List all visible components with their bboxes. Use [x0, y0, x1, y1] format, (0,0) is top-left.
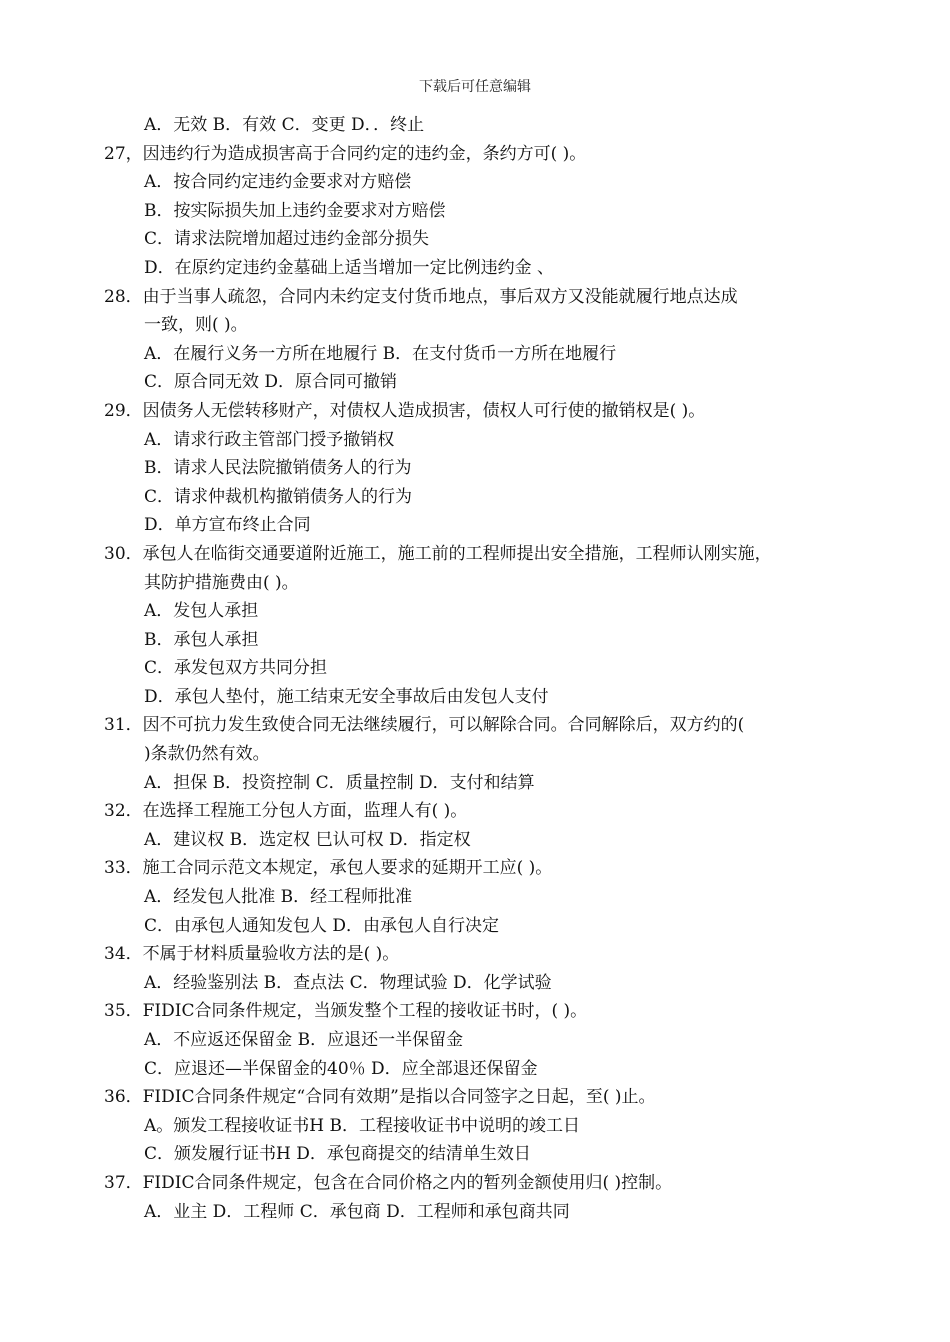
answer-options: A．担保 B．投资控制 C．质量控制 D．支付和结算: [144, 772, 535, 793]
answer-options: A．经发包人批准 B．经工程师批准: [144, 887, 413, 908]
question-stem: 29．因债务人无偿转移财产，对债权人造成损害，债权人可行使的撤销权是( )。: [104, 400, 706, 421]
question-stem: 31．因不可抗力发生致使合同无法继续履行，可以解除合同。合同解除后，双方约的(: [104, 715, 745, 736]
answer-options: A．无效 B．有效 C．变更 D．．终止: [144, 115, 425, 135]
question-stem: 37．FIDIC合同条件规定，包含在合同价格之内的暂列金额使用归( )控制。: [104, 1172, 673, 1193]
answer-options: A．按合同约定违约金要求对方赔偿: [144, 172, 412, 193]
answer-options: B．承包人承担: [144, 629, 259, 650]
question-list: [104, 111, 864, 1226]
answer-options: D．在原约定违约金墓础上适当增加一定比例违约金 、: [144, 257, 555, 278]
question-stem-continued: )条款仍然有效。: [144, 744, 270, 765]
question-stem: 36．FIDIC合同条件规定“合同有效期”是指以合同签字之日起，至( )止。: [104, 1087, 656, 1108]
answer-options: A．请求行政主管部门授予撤销权: [144, 429, 395, 450]
question-stem: 32．在选择工程施工分包人方面，监理人有( )。: [104, 801, 468, 822]
answer-options: C．请求仲裁机构撤销债务人的行为: [144, 486, 413, 507]
answer-options: A．发包人承担: [144, 601, 259, 622]
answer-options: A．在履行义务一方所在地履行 B．在支付货币一方所在地履行: [144, 343, 617, 364]
question-stem: 28．由于当事人疏忽，合同内未约定支付货币地点，事后双方又没能就履行地点达成: [104, 286, 738, 307]
answer-options: A。颁发工程接收证书H B．工程接收证书中说明的竣工日: [144, 1115, 580, 1136]
answer-options: A．经验鉴别法 B．查点法 C．物理试验 D．化学试验: [144, 972, 552, 993]
answer-options: D．单方宣布终止合同: [144, 515, 311, 536]
question-stem-continued: 其防护措施费由( )。: [144, 572, 299, 593]
question-stem: 27，因违约行为造成损害高于合同约定的违约金，条约方可( )。: [104, 143, 587, 164]
question-stem: 33．施工合同示范文本规定，承包人要求的延期开工应( )。: [104, 858, 553, 879]
question-stem-continued: 一致，则( )。: [144, 315, 248, 336]
answer-options: C．承发包双方共同分担: [144, 658, 328, 679]
question-stem: 34．不属于材料质量验收方法的是( )。: [104, 944, 400, 965]
question-stem: 35．FIDIC合同条件规定，当颁发整个工程的接收证书时，( )。: [104, 1001, 588, 1022]
answer-options: C．应退还—半保留金的40％ D．应全部退还保留金: [144, 1058, 538, 1079]
answer-options: D．承包人垫付，施工结束无安全事故后由发包人支付: [144, 686, 549, 707]
answer-options: A．不应返还保留金 B．应退还一半保留金: [144, 1030, 464, 1050]
answer-options: C．请求法院增加超过违约金部分损失: [144, 229, 430, 250]
answer-options: A．建议权 B．选定权 巳认可权 D．指定权: [144, 829, 471, 850]
question-stem: 30．承包人在临街交通要道附近施工，施工前的工程师提出安全措施，工程师认刚实施，: [104, 543, 772, 564]
page-header: 下载后可任意编辑: [419, 79, 531, 95]
answer-options: C．颁发履行证书H D．承包商提交的结清单生效日: [144, 1144, 531, 1165]
answer-options: B．按实际损失加上违约金要求对方赔偿: [144, 200, 446, 221]
answer-options: B．请求人民法院撤销债务人的行为: [144, 458, 412, 479]
answer-options: C．原合同无效 D．原合同可撤销: [144, 372, 398, 393]
answer-options: C．由承包人通知发包人 D．由承包人自行决定: [144, 915, 500, 936]
answer-options: A．业主 D．工程师 C．承包商 D．工程师和承包商共同: [144, 1201, 570, 1222]
